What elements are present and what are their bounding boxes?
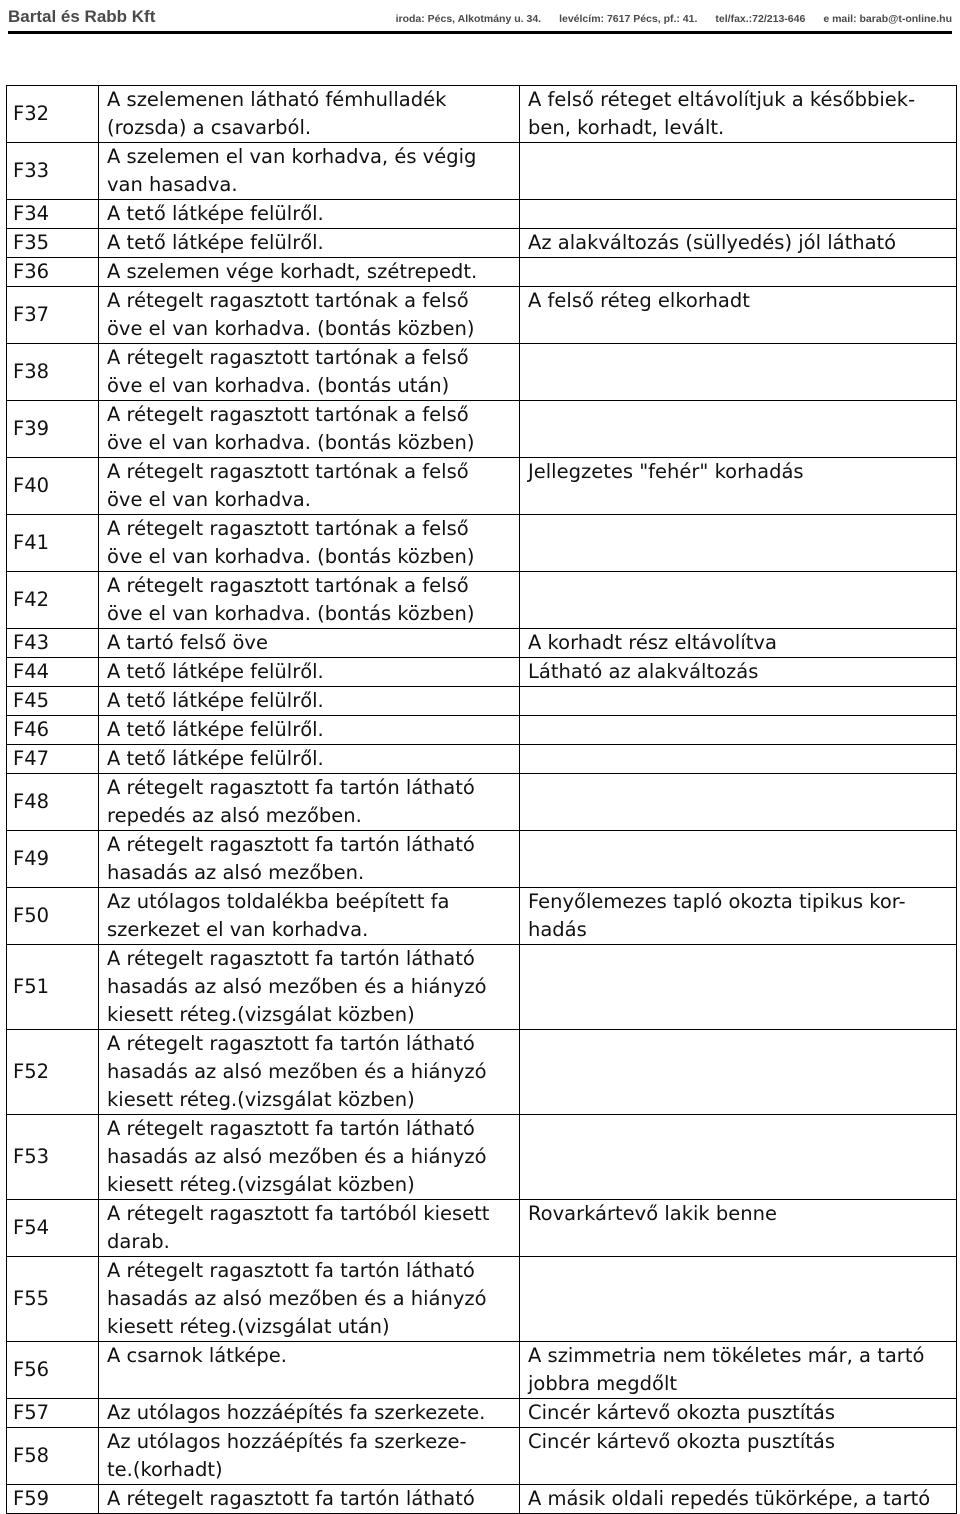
photo-note: A korhadt rész eltávolítva	[520, 629, 957, 658]
photo-id: F56	[7, 1342, 99, 1399]
photo-description: A szelemenen látható fémhulladék (rozsda) a csavarból.	[99, 86, 520, 143]
photo-note	[520, 572, 957, 629]
photo-description: A rétegelt ragasztott fa tartóból kiesett darab.	[99, 1200, 520, 1257]
photo-id: F44	[7, 658, 99, 687]
photo-note	[520, 716, 957, 745]
photo-note: Jellegzetes "fehér" korhadás	[520, 458, 957, 515]
photo-description: A szelemen el van korhadva, és végig van hasadva.	[99, 143, 520, 200]
photo-id: F41	[7, 515, 99, 572]
photo-id: F59	[7, 1485, 99, 1514]
photo-id: F34	[7, 200, 99, 229]
photo-id: F55	[7, 1257, 99, 1342]
table-row	[7, 745, 957, 774]
table-row	[7, 344, 957, 401]
photo-note: Az alakváltozás (süllyedés) jól látható	[520, 229, 957, 258]
photo-description: A tartó felső öve	[99, 629, 520, 658]
photo-id: F45	[7, 687, 99, 716]
table-row	[7, 1342, 957, 1399]
table-row	[7, 572, 957, 629]
photo-note	[520, 687, 957, 716]
photo-id: F53	[7, 1115, 99, 1200]
photo-description: A tető látképe felülről.	[99, 200, 520, 229]
photo-description: A rétegelt ragasztott fa tartón látható	[99, 1485, 520, 1514]
photo-description: A rétegelt ragasztott tartónak a felső öve el van korhadva. (bontás közben)	[99, 572, 520, 629]
photo-note	[520, 745, 957, 774]
table-row	[7, 1200, 957, 1257]
photo-id: F52	[7, 1030, 99, 1115]
table-row	[7, 945, 957, 1030]
photo-id: F36	[7, 258, 99, 287]
letterhead	[8, 4, 952, 34]
photo-description: A rétegelt ragasztott tartónak a felső öve el van korhadva. (bontás után)	[99, 344, 520, 401]
table-row	[7, 1115, 957, 1200]
photo-description: A rétegelt ragasztott fa tartón látható hasadás az alsó mezőben és a hiányzó kiesett réteg.(vizsgálat közben)	[99, 1115, 520, 1200]
photo-note	[520, 1030, 957, 1115]
photo-description: Az utólagos hozzáépítés fa szerkeze- te.(korhadt)	[99, 1428, 520, 1485]
table-row	[7, 515, 957, 572]
photo-description: Az utólagos hozzáépítés fa szerkezete.	[99, 1399, 520, 1428]
photo-id: F49	[7, 831, 99, 888]
table-row	[7, 1030, 957, 1115]
photo-id: F46	[7, 716, 99, 745]
photo-note	[520, 258, 957, 287]
photo-description: A tető látképe felülről.	[99, 687, 520, 716]
photo-note: Cincér kártevő okozta pusztítás	[520, 1399, 957, 1428]
photo-description: A rétegelt ragasztott tartónak a felső öve el van korhadva. (bontás közben)	[99, 401, 520, 458]
photo-note	[520, 945, 957, 1030]
table-row	[7, 629, 957, 658]
photo-id: F35	[7, 229, 99, 258]
photo-id: F37	[7, 287, 99, 344]
photo-note: A másik oldali repedés tükörképe, a tartó	[520, 1485, 957, 1514]
photo-note	[520, 143, 957, 200]
photo-note: Fenyőlemezes tapló okozta tipikus kor- hadás	[520, 888, 957, 945]
table-row	[7, 458, 957, 515]
photo-note: Cincér kártevő okozta pusztítás	[520, 1428, 957, 1485]
company-name: Bartal és Rabb Kft	[8, 7, 156, 26]
photo-description: A rétegelt ragasztott tartónak a felső öve el van korhadva. (bontás közben)	[99, 515, 520, 572]
photo-note	[520, 774, 957, 831]
photo-note: Rovarkártevő lakik benne	[520, 1200, 957, 1257]
table-row	[7, 287, 957, 344]
table-row	[7, 1257, 957, 1342]
photo-description: A tető látképe felülről.	[99, 716, 520, 745]
photo-description: A rétegelt ragasztott fa tartón látható hasadás az alsó mezőben és a hiányzó kiesett réteg.(vizsgálat közben)	[99, 945, 520, 1030]
photo-id: F47	[7, 745, 99, 774]
photo-description: A rétegelt ragasztott fa tartón látható hasadás az alsó mezőben és a hiányzó kiesett réteg.(vizsgálat után)	[99, 1257, 520, 1342]
table-row	[7, 774, 957, 831]
photo-id: F57	[7, 1399, 99, 1428]
photo-description: A tető látképe felülről.	[99, 658, 520, 687]
table-row	[7, 1485, 957, 1514]
table-row	[7, 658, 957, 687]
table-row	[7, 716, 957, 745]
office-address: iroda: Pécs, Alkotmány u. 34.	[395, 13, 542, 25]
table-row	[7, 229, 957, 258]
photo-id: F33	[7, 143, 99, 200]
table-row	[7, 831, 957, 888]
table-row	[7, 1399, 957, 1428]
photo-id: F39	[7, 401, 99, 458]
photo-id: F42	[7, 572, 99, 629]
photo-description: Az utólagos toldalékba beépített fa szerkezet el van korhadva.	[99, 888, 520, 945]
mail-address: levélcím: 7617 Pécs, pf.: 41.	[559, 13, 698, 25]
photo-note: A szimmetria nem tökéletes már, a tartó jobbra megdőlt	[520, 1342, 957, 1399]
photo-note: Látható az alakváltozás	[520, 658, 957, 687]
table-row	[7, 401, 957, 458]
email-address: e mail: barab@t-online.hu	[823, 13, 952, 25]
table-row	[7, 888, 957, 945]
photo-id: F48	[7, 774, 99, 831]
photo-note	[520, 401, 957, 458]
table-row	[7, 200, 957, 229]
photo-description: A rétegelt ragasztott tartónak a felső öve el van korhadva.	[99, 458, 520, 515]
photo-description: A rétegelt ragasztott fa tartón látható hasadás az alsó mezőben és a hiányzó kiesett réteg.(vizsgálat közben)	[99, 1030, 520, 1115]
photo-id: F40	[7, 458, 99, 515]
photo-description: A csarnok látképe.	[99, 1342, 520, 1399]
table-row	[7, 143, 957, 200]
photo-description: A tető látképe felülről.	[99, 229, 520, 258]
photo-description: A rétegelt ragasztott tartónak a felső öve el van korhadva. (bontás közben)	[99, 287, 520, 344]
photo-note	[520, 1115, 957, 1200]
photo-note	[520, 831, 957, 888]
photo-note	[520, 344, 957, 401]
photo-note: A felső réteg elkorhadt	[520, 287, 957, 344]
table-body	[7, 86, 957, 1514]
photo-note	[520, 515, 957, 572]
photo-id: F51	[7, 945, 99, 1030]
photo-description: A rétegelt ragasztott fa tartón látható hasadás az alsó mezőben.	[99, 831, 520, 888]
phone-fax: tel/fax.:72/213-646	[715, 13, 806, 25]
photo-note: A felső réteget eltávolítjuk a későbbiek- ben, korhadt, levált.	[520, 86, 957, 143]
table-row	[7, 258, 957, 287]
photo-id: F32	[7, 86, 99, 143]
photo-id: F54	[7, 1200, 99, 1257]
photo-note	[520, 1257, 957, 1342]
photo-id: F58	[7, 1428, 99, 1485]
table-row	[7, 1428, 957, 1485]
photo-index-table	[6, 85, 957, 1514]
photo-description: A tető látképe felülről.	[99, 745, 520, 774]
photo-id: F38	[7, 344, 99, 401]
table-row	[7, 86, 957, 143]
photo-note	[520, 200, 957, 229]
photo-description: A rétegelt ragasztott fa tartón látható repedés az alsó mezőben.	[99, 774, 520, 831]
contact-info	[396, 13, 952, 27]
photo-id: F50	[7, 888, 99, 945]
table-row	[7, 687, 957, 716]
photo-description: A szelemen vége korhadt, szétrepedt.	[99, 258, 520, 287]
photo-id: F43	[7, 629, 99, 658]
